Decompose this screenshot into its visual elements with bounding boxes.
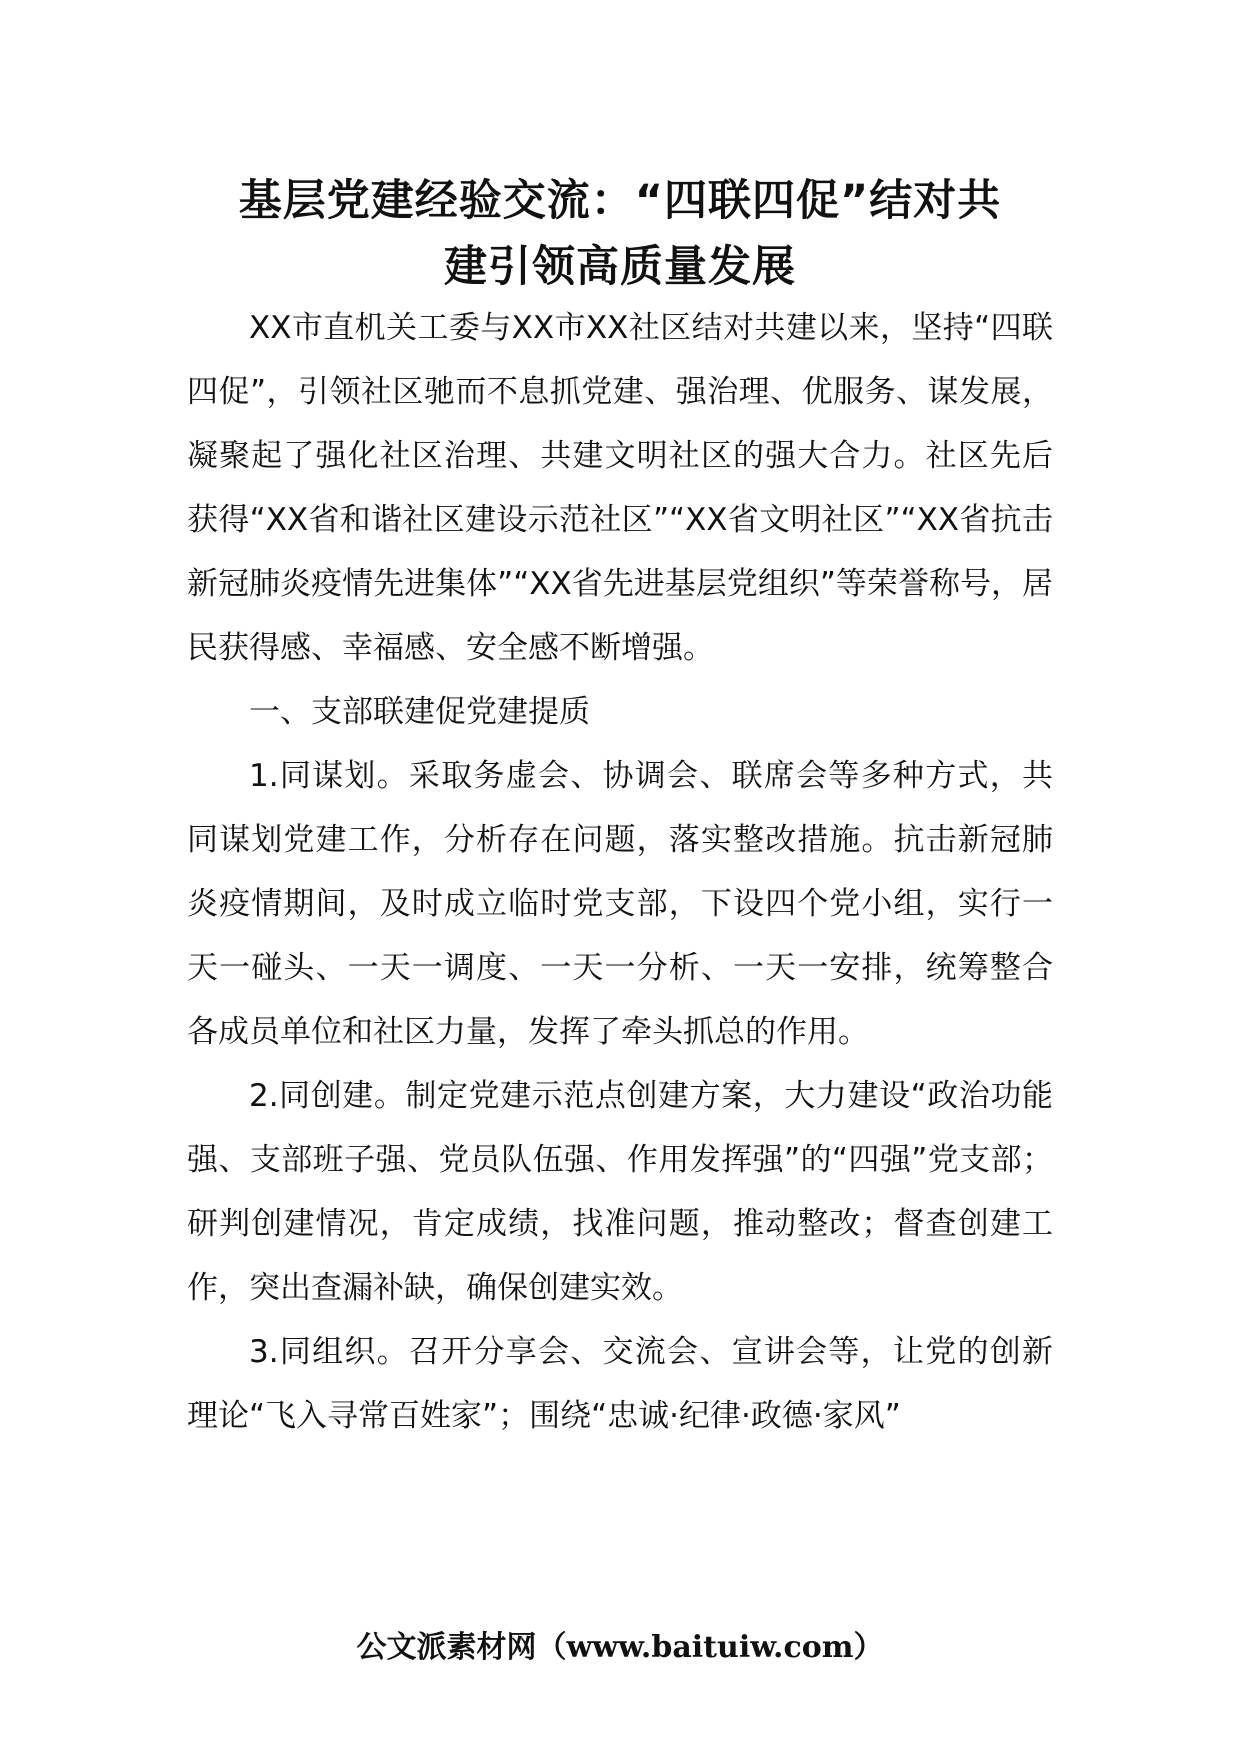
paragraph-joint-planning: 1.同谋划。采取务虚会、协调会、联席会等多种方式，共同谋划党建工作，分析存在问题，落实整改措施。抗击新冠肺炎疫情期间，及时成立临时党支部，下设四个党小组，实行一天一碰头、一天一调度、一天一分析、一天一安排，统筹整合各成员单位和社区力量，发挥了牵头抓总的作用。 bbox=[187, 758, 1053, 1050]
document-title bbox=[150, 168, 1090, 300]
title-line-1: 基层党建经验交流：“四联四促”结对共 bbox=[238, 176, 1002, 226]
section-heading: 一、支部联建促党建提质 bbox=[249, 694, 590, 730]
title-line-2: 建引领高质量发展 bbox=[444, 242, 796, 292]
paragraph-joint-creation: 2.同创建。制定党建示范点创建方案，大力建设“政治功能强、支部班子强、党员队伍强、作用发挥强”的“四强”党支部；研判创建情况，肯定成绩，找准问题，推动整改；督查创建工作，突出查漏补缺，确保创建实效。 bbox=[187, 1078, 1053, 1306]
intro-paragraph: XX市直机关工委与XX市XX社区结对共建以来，坚持“四联四促”，引领社区驰而不息抓党建、强治理、优服务、谋发展，凝聚起了强化社区治理、共建文明社区的强大合力。社区先后获得“XX省和谐社区建设示范社区”“XX省文明社区”“XX省抗击新冠肺炎疫情先进集体”“XX省先进基层党组织”等荣誉称号，居民获得感、幸福感、安全感不断增强。 bbox=[187, 310, 1053, 666]
paragraph-joint-organization: 3.同组织。召开分享会、交流会、宣讲会等，让党的创新理论“飞入寻常百姓家”；围绕“忠诚·纪律·政德·家风” bbox=[187, 1334, 1053, 1434]
footer-watermark: 公文派素材网（www.baituiw.com） bbox=[356, 1630, 884, 1665]
document-body bbox=[187, 296, 1053, 1448]
